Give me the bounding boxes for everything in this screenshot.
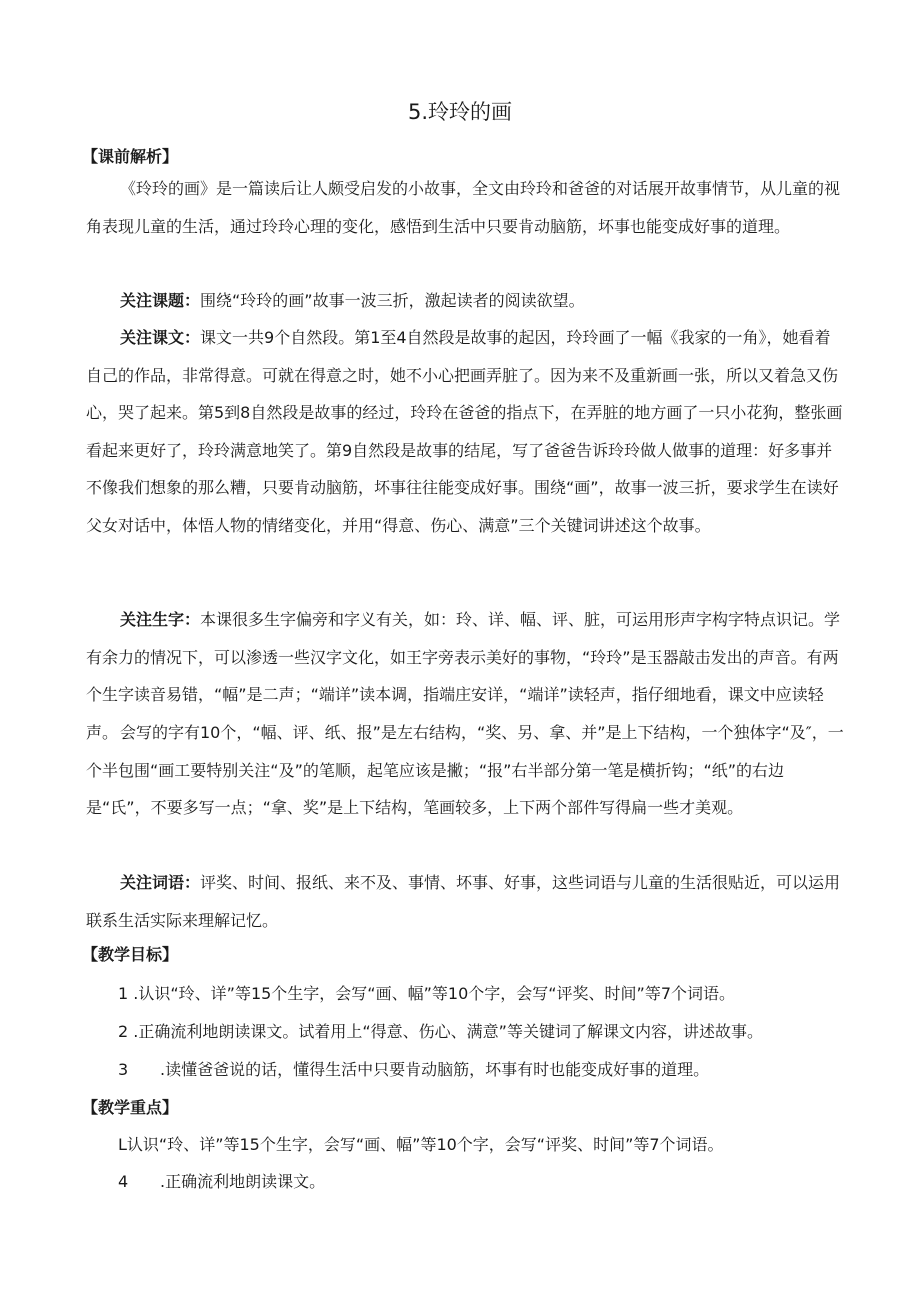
chars-label: 关注生字： [120, 610, 201, 629]
goal-item-3 [118, 1054, 709, 1086]
topic-label: 关注课题： [120, 291, 201, 310]
goal-item-1 [118, 978, 735, 1010]
section-heading-analysis: 【课前解析】 [82, 147, 179, 166]
write-paragraph: 会写的字有10个，“幅、评、纸、报”是左右结构，“奖、另、拿、并”是上下结构，一个独体字“及″，一个半包围“画工要特别关注“及”的笔顺，起笔应该是撇；“报”右半部分第一笔是横折钩；“纸”的右边是“氏”，不要多写一点；“拿、奖”是上下结构，笔画较多，上下两个部件写得扁一些才美观。 [86, 723, 844, 817]
key-point-item-2 [118, 1166, 325, 1198]
words-label: 关注词语： [120, 873, 201, 892]
key-point-text: 认识“玲、详”等15个生字，会写“画、幅”等10个字，会写“评奖、时间”等7个词语。 [126, 1135, 724, 1154]
write-block [86, 714, 846, 827]
topic-paragraph [86, 282, 846, 320]
page-title: 5.玲玲的画 [407, 100, 513, 124]
goal-item-2 [118, 1016, 763, 1048]
topic-text: 围绕“玲玲的画”故事一波三折，激起读者的阅读欲望。 [200, 291, 585, 310]
goal-text: .正确流利地朗读课文。试着用上“得意、伤心、满意”等关键词了解课文内容，讲述故事。 [133, 1022, 763, 1041]
goal-number: 1 [118, 984, 129, 1003]
key-point-item-1 [118, 1129, 724, 1161]
goal-text: .读懂爸爸说的话，懂得生活中只要肯动脑筋，坏事有时也能变成好事的道理。 [160, 1060, 710, 1079]
words-block [86, 864, 846, 939]
text-label: 关注课文： [120, 328, 201, 347]
key-point-number: L [118, 1135, 127, 1154]
text-block [86, 319, 846, 544]
words-text: 评奖、时间、报纸、来不及、事情、坏事、好事，这些词语与儿童的生活很贴近，可以运用联系生活实际来理解记忆。 [86, 873, 841, 930]
goal-number: 3 [118, 1060, 129, 1079]
key-point-text: .正确流利地朗读课文。 [160, 1172, 326, 1191]
chars-text: 本课很多生字偏旁和字义有关，如：玲、详、幅、评、脏，可运用形声字构字特点识记。学有余力的情况下，可以渗透一些汉字文化，如王字旁表示美好的事物，“玲玲”是玉器敲击发出的声音。有两个生字读音易错，“幅”是二声；“端详”读本调，指端庄安详，“端详”读轻声，指仔细地看，课文中应读轻声。 [86, 610, 841, 742]
words-paragraph [86, 864, 846, 939]
topic-block [86, 282, 846, 320]
text-paragraph [86, 319, 846, 544]
goal-text: .认识“玲、详”等15个生字，会写“画、幅”等10个字，会写“评奖、时间”等7个词语。 [133, 984, 736, 1003]
analysis-intro-block [86, 170, 846, 245]
section-heading-key-points: 【教学重点】 [82, 1098, 179, 1117]
key-point-number: 4 [118, 1172, 129, 1191]
section-heading-goals: 【教学目标】 [82, 945, 179, 964]
text-text: 课文一共9个自然段。第1至4自然段是故事的起因，玲玲画了一幅《我家的一角》，她看着自己的作品，非常得意。可就在得意之时，她不小心把画弄脏了。因为来不及重新画一张，所以又着急又伤心，哭了起来。第5到8自然段是故事的经过，玲玲在爸爸的指点下，在弄脏的地方画了一只小花狗，整张画看起来更好了，玲玲满意地笑了。第9自然段是故事的结尾，写了爸爸告诉玲玲做人做事的道理：好多事并不像我们想象的那么糟，只要肯动脑筋，坏事往往能变成好事。围绕“画”，故事一波三折，要求学生在读好父女对话中，体悟人物的情绪变化，并用“得意、伤心、满意”三个关键词讲述这个故事。 [86, 328, 843, 535]
goal-number: 2 [118, 1022, 129, 1041]
analysis-intro: 《玲玲的画》是一篇读后让人颇受启发的小故事，全文由玲玲和爸爸的对话展开故事情节，从儿童的视角表现儿童的生活，通过玲玲心理的变化，感悟到生活中只要肯动脑筋，坏事也能变成好事的道理。 [86, 179, 841, 236]
